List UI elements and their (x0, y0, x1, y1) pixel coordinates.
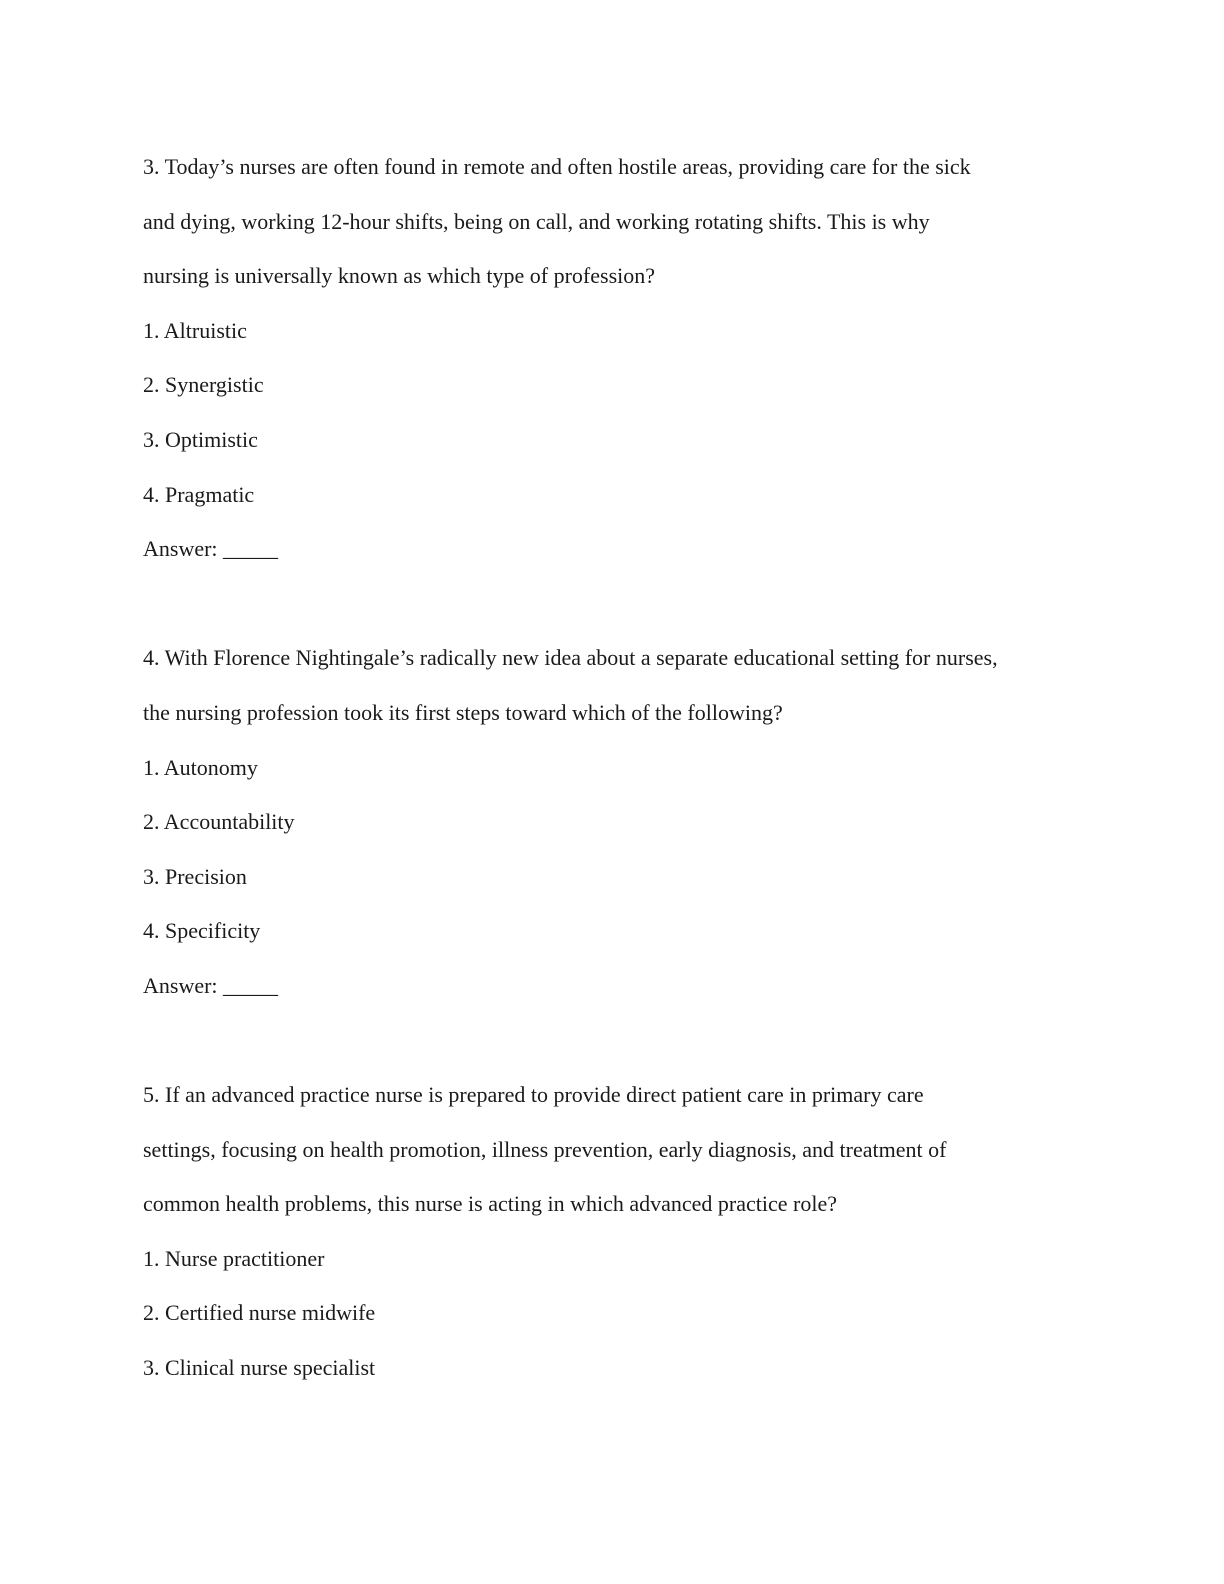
answer-option: 2. Accountability (143, 809, 295, 835)
question-text-line: 5. If an advanced practice nurse is prepared to provide direct patient care in primary care (143, 1082, 924, 1108)
answer-option: 3. Precision (143, 863, 247, 889)
answer-blank: Answer: _____ (143, 536, 279, 562)
answer-option: 3. Optimistic (143, 426, 258, 452)
answer-option: 1. Nurse practitioner (143, 1245, 325, 1271)
answer-option: 4. Pragmatic (143, 481, 255, 507)
document-page (143, 140, 1083, 1396)
answer-blank: Answer: _____ (143, 972, 279, 998)
question-text-line: 4. With Florence Nightingale’s radically new idea about a separate educational setting for nurses, (143, 645, 998, 671)
answer-option: 3. Clinical nurse specialist (143, 1355, 376, 1381)
question-text-line: 3. Today’s nurses are often found in remote and often hostile areas, providing care for the sick (143, 154, 971, 179)
answer-option: 4. Specificity (143, 918, 261, 944)
question-4 (143, 631, 1083, 1013)
answer-option: 1. Altruistic (143, 317, 247, 343)
spacer (143, 577, 1083, 632)
question-text-line: nursing is universally known as which type of profession? (143, 263, 656, 289)
answer-option: 2. Certified nurse midwife (143, 1300, 376, 1326)
question-5 (143, 1068, 1083, 1396)
question-3 (143, 140, 1083, 577)
question-text-line: the nursing profession took its first steps toward which of the following? (143, 699, 783, 725)
question-text-line: and dying, working 12-hour shifts, being on call, and working rotating shifts. This is why (143, 208, 930, 234)
question-text-line: common health problems, this nurse is acting in which advanced practice role? (143, 1191, 837, 1217)
answer-option: 1. Autonomy (143, 754, 258, 780)
answer-option: 2. Synergistic (143, 372, 264, 398)
spacer (143, 1014, 1083, 1069)
question-text-line: settings, focusing on health promotion, illness prevention, early diagnosis, and treatment of (143, 1136, 947, 1162)
